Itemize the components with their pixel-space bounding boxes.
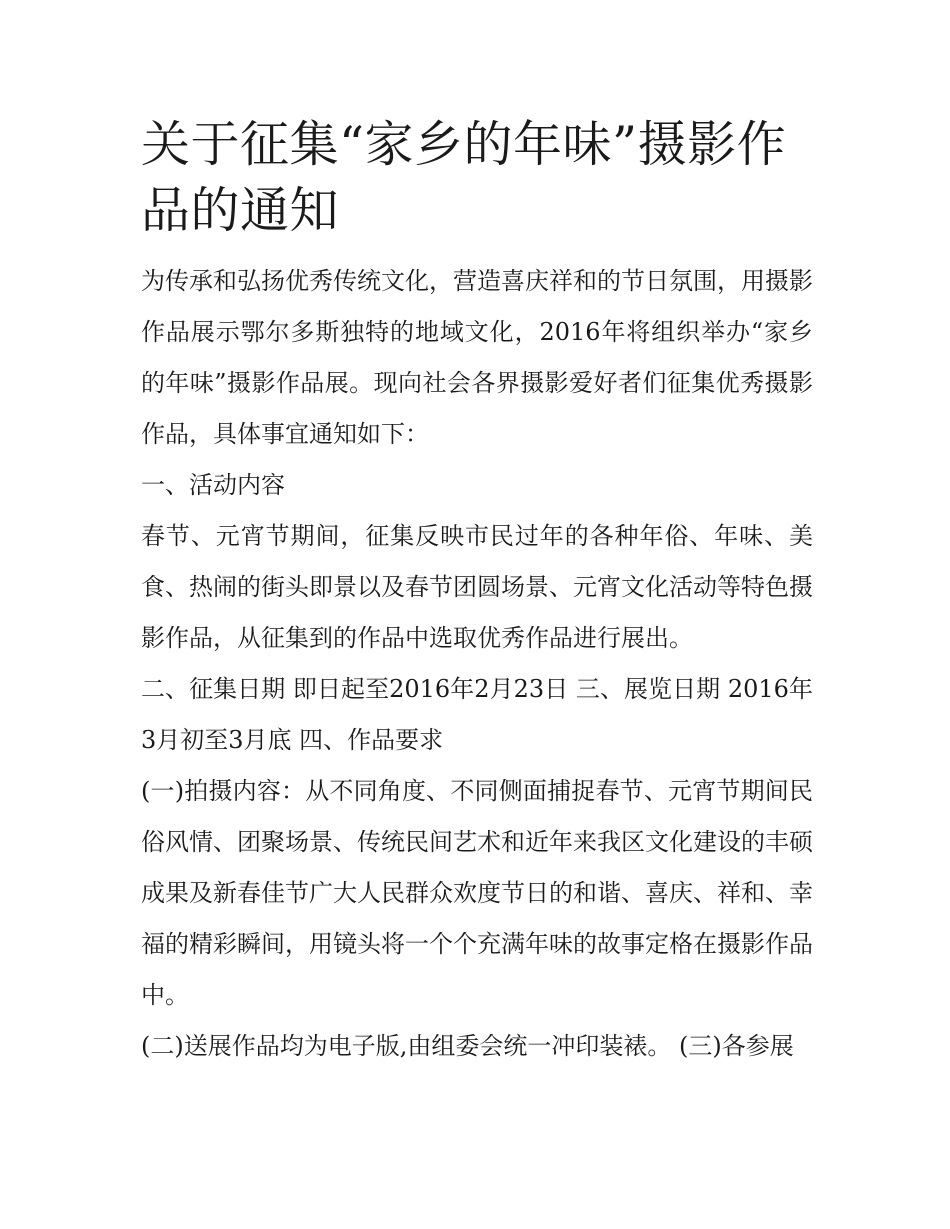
section-heading-activity: 一、活动内容 bbox=[141, 471, 285, 499]
dates-paragraph: 二、征集日期 即日起至2016年2月23日 三、展览日期 2016年3月初至3月底 四、作品要求 bbox=[141, 675, 813, 754]
intro-paragraph: 为传承和弘扬优秀传统文化，营造喜庆祥和的节日氛围，用摄影作品展示鄂尔多斯独特的地域文化，2016年将组织举办“家乡的年味”摄影作品展。现向社会各界摄影爱好者们征集优秀摄影作品，具体事宜通知如下： bbox=[141, 267, 813, 448]
document-title: 关于征集“家乡的年味”摄影作品的通知 bbox=[141, 116, 787, 239]
shooting-content-paragraph: (一)拍摄内容：从不同角度、不同侧面捕捉春节、元宵节期间民俗风情、团聚场景、传统民间艺术和近年来我区文化建设的丰硕成果及新春佳节广大人民群众欢度节日的和谐、喜庆、祥和、幸福的精彩瞬间，用镜头将一个个充满年味的故事定格在摄影作品中。 bbox=[141, 777, 813, 1009]
submission-paragraph: (二)送展作品均为电子版,由组委会统一冲印装裱。 (三)各参展 bbox=[141, 1032, 794, 1060]
activity-paragraph: 春节、元宵节期间，征集反映市民过年的各种年俗、年味、美食、热闹的街头即景以及春节团圆场景、元宵文化活动等特色摄影作品，从征集到的作品中选取优秀作品进行展出。 bbox=[141, 522, 813, 652]
document-body bbox=[141, 112, 813, 1072]
